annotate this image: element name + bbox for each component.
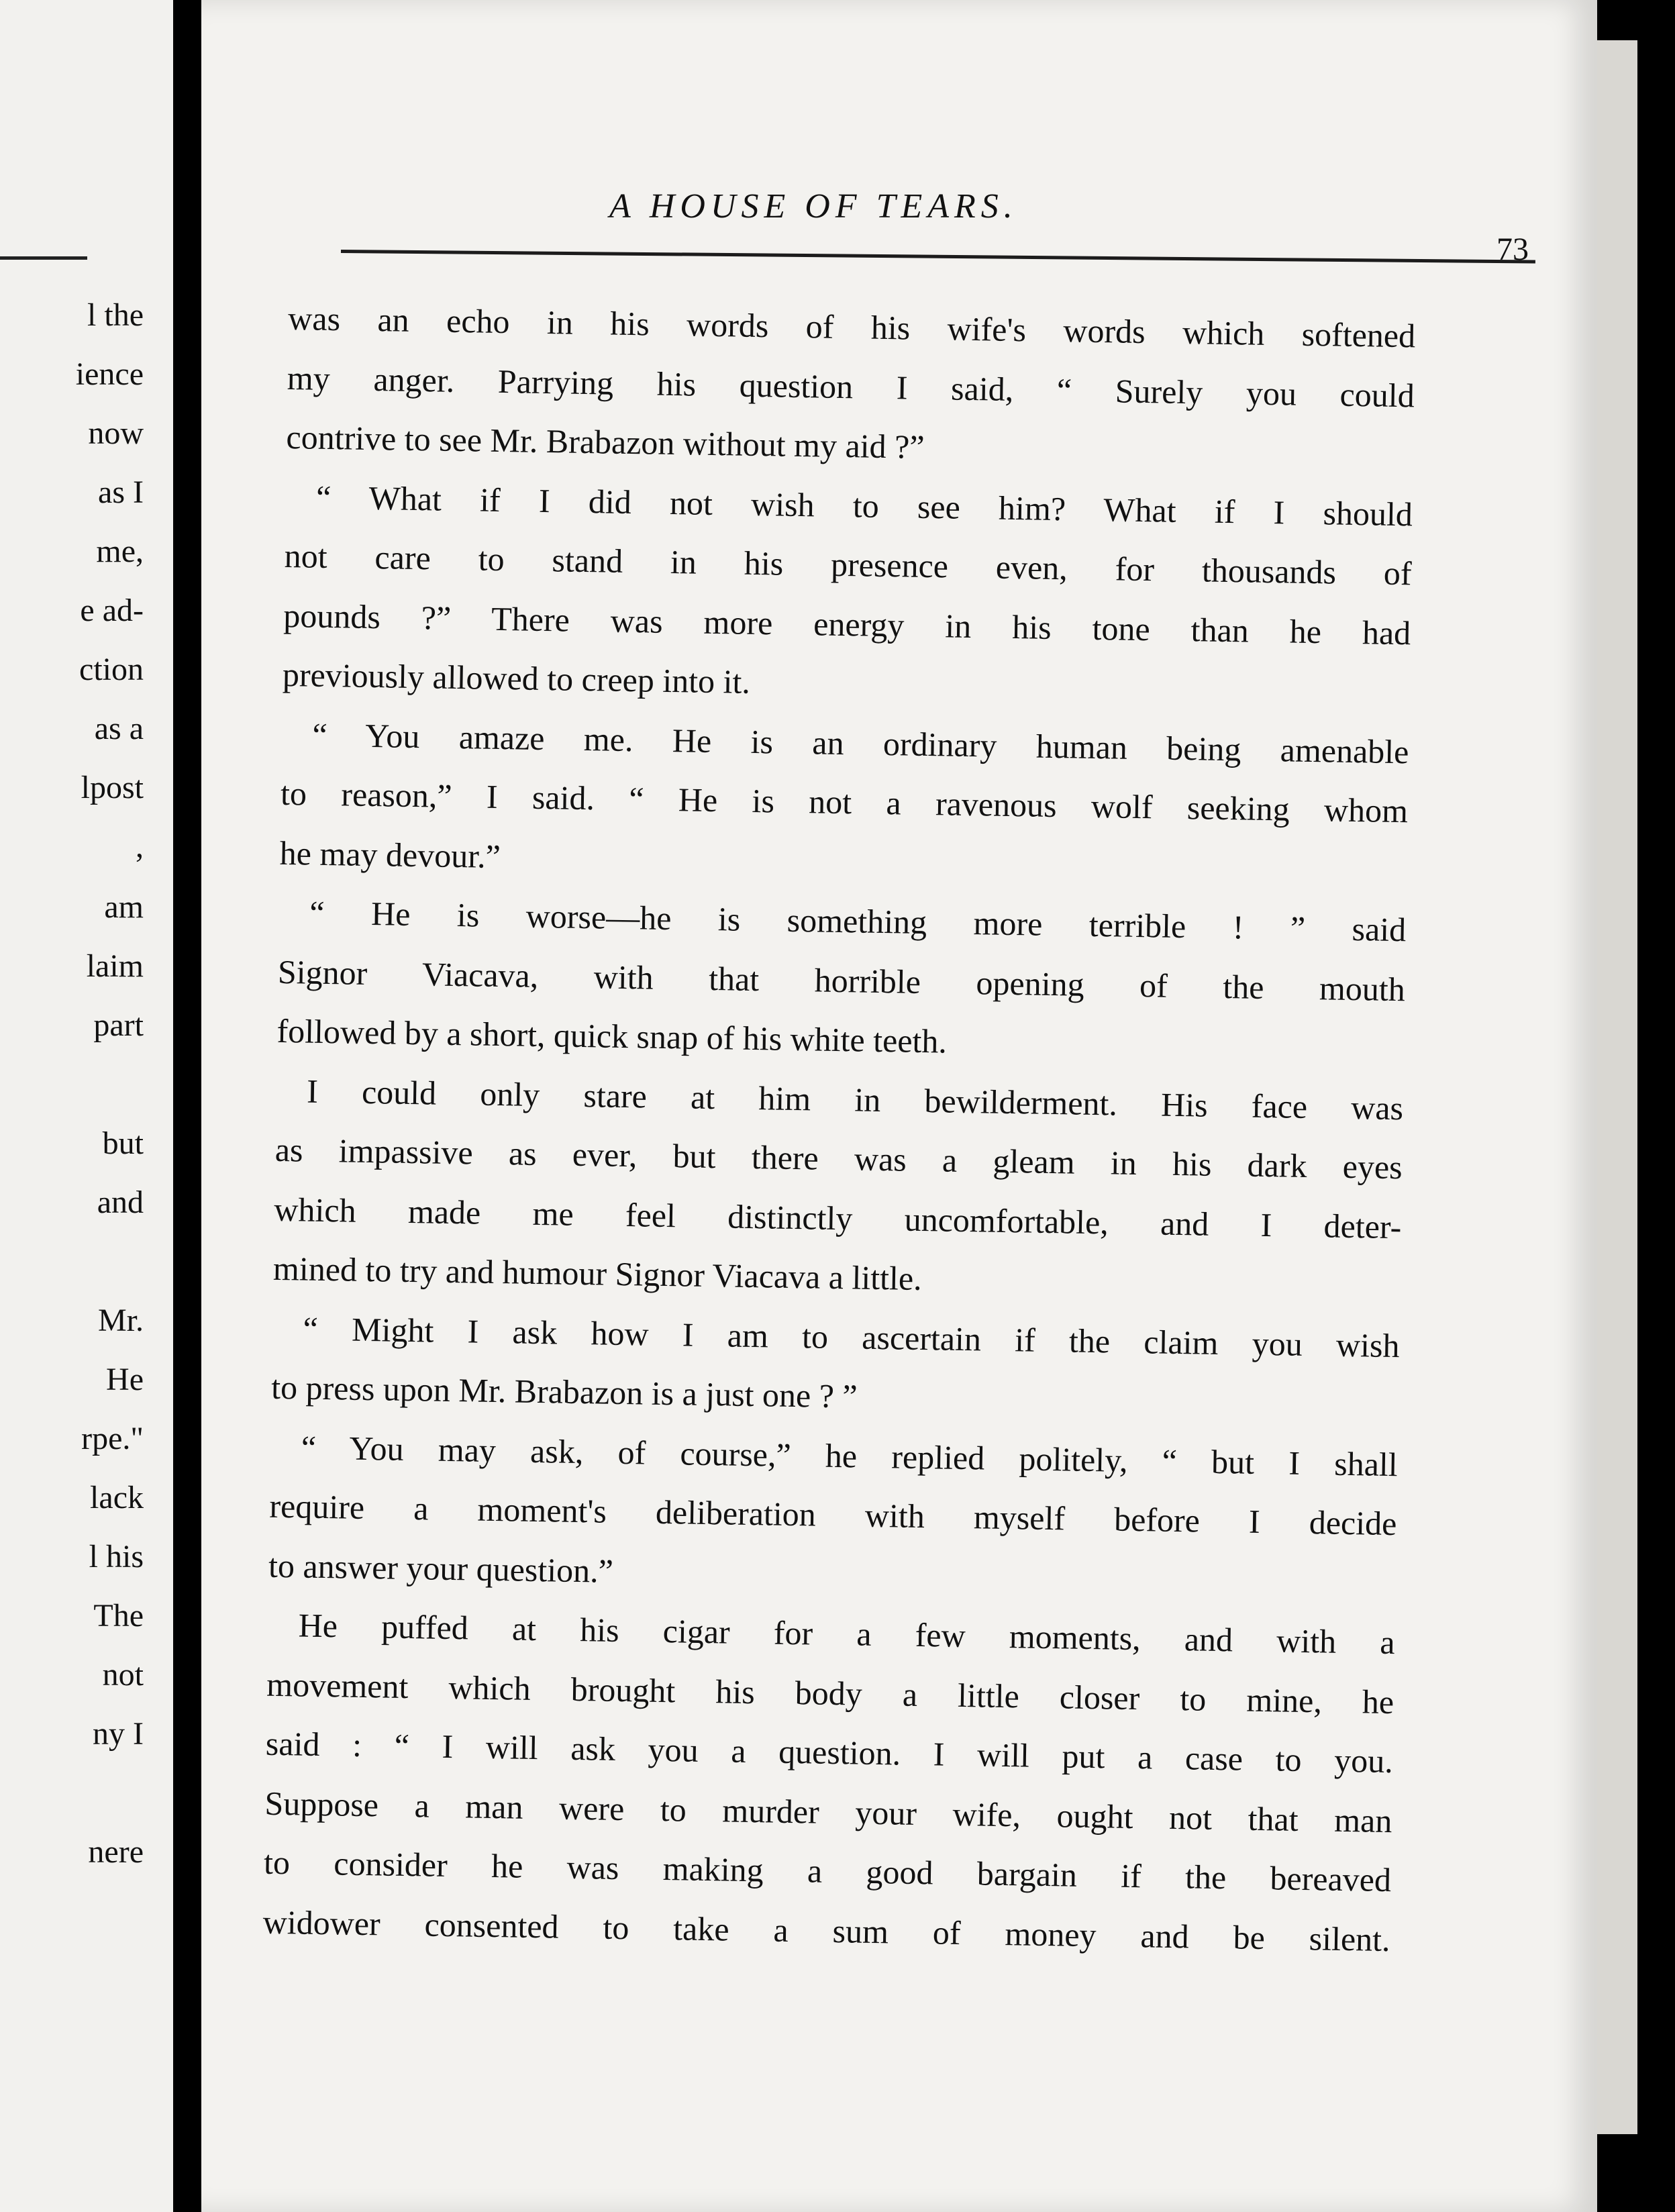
text-line: “ What if I did not wish to see him? What if I should — [315, 478, 1413, 533]
left-line-fragment: not — [102, 1657, 144, 1693]
left-line-fragment: as a — [94, 711, 144, 746]
paragraph — [271, 1298, 1401, 1434]
text-line: movement which brought his body a little closer to mine, he — [266, 1665, 1394, 1721]
text-line: he may devour.” — [279, 834, 501, 875]
text-line: not care to stand in his presence even, for thousands of — [284, 536, 1412, 593]
text-line: which made me feel distinctly uncomfortable, and I deter- — [274, 1190, 1402, 1246]
paragraph — [286, 289, 1416, 485]
left-line-fragment: ience — [75, 356, 144, 392]
paragraph — [262, 1595, 1395, 1969]
left-line-fragment: ction — [79, 652, 144, 687]
text-line: “ Might I ask how I am to ascertain if the claim you wish — [303, 1309, 1400, 1364]
text-line: said : “ I will ask you a question. I will put a case to you. — [265, 1724, 1394, 1780]
text-line: mined to try and humour Signor Viacava a little. — [272, 1249, 923, 1298]
text-line: He puffed at his cigar for a few moments, and with a — [298, 1606, 1395, 1662]
paragraph — [268, 1417, 1398, 1613]
page-edge — [1597, 40, 1637, 2134]
body-text — [262, 289, 1416, 1969]
paragraph — [282, 466, 1413, 721]
left-line-fragment: me, — [96, 534, 144, 569]
left-line-fragment: now — [88, 415, 144, 451]
left-line-fragment: lack — [90, 1480, 144, 1515]
left-line-fragment: rpe." — [81, 1421, 144, 1456]
text-line: Signor Viacava, with that horrible opening of the mouth — [277, 952, 1406, 1008]
left-line-fragment: ny I — [93, 1716, 144, 1752]
left-line-fragment: lpost — [81, 770, 144, 805]
left-line-fragment: l his — [89, 1539, 144, 1574]
left-line-fragment: e ad- — [80, 593, 144, 628]
text-line: “ He is worse—he is something more terrible ! ” said — [309, 893, 1407, 949]
left-line-fragment: nere — [88, 1834, 144, 1870]
left-line-fragment: am — [104, 889, 144, 925]
left-line-fragment: , — [136, 829, 144, 864]
text-line: contrive to see Mr. Brabazon without my aid ?” — [286, 417, 925, 466]
text-line: was an echo in his words of his wife's words which softened — [287, 299, 1416, 355]
left-line-fragment: laim — [86, 948, 144, 984]
text-line: to consider he was making a good bargain if the bereaved — [263, 1843, 1392, 1899]
left-line-fragment: part — [93, 1007, 144, 1043]
text-line: followed by a short, quick snap of his white teeth. — [276, 1011, 948, 1060]
paragraph — [272, 1060, 1403, 1315]
right-page — [201, 0, 1597, 2212]
paragraph — [276, 883, 1407, 1078]
left-line-fragment: He — [106, 1362, 144, 1397]
text-line: pounds ?” There was more energy in his tone than he had — [283, 596, 1411, 652]
text-line: widower consented to take a sum of money and be silent. — [262, 1903, 1391, 1958]
left-line-fragment: but — [102, 1125, 144, 1161]
text-line: to reason,” I said. “ He is not a ravenous wolf seeking whom — [280, 774, 1409, 830]
text-line: to press upon Mr. Brabazon is a just one ? ” — [270, 1368, 858, 1415]
text-line: to answer your question.” — [268, 1546, 614, 1590]
text-line: “ You amaze me. He is an ordinary human being amenable — [312, 715, 1409, 770]
running-head: A HOUSE OF TEARS. — [609, 187, 1018, 225]
running-head-rule — [341, 250, 1535, 264]
left-line-fragment: The — [93, 1598, 144, 1633]
text-line: require a moment's deliberation with myself before I decide — [269, 1487, 1397, 1543]
left-line-fragment: and — [97, 1185, 144, 1220]
paragraph — [279, 704, 1409, 900]
left-line-fragment: as I — [98, 474, 144, 510]
text-line: as impassive as ever, but there was a gleam in his dark eyes — [274, 1130, 1403, 1187]
left-line-fragment: Mr. — [97, 1303, 144, 1338]
text-line: previously allowed to creep into it. — [282, 655, 751, 701]
text-line: I could only stare at him in bewilderment. His face was — [306, 1072, 1404, 1127]
text-line: Suppose a man were to murder your wife, ought not that man — [264, 1784, 1392, 1840]
text-line: my anger. Parrying his question I said, “ Surely you could — [287, 358, 1415, 414]
left-page — [0, 0, 173, 2212]
page-number: 73 — [1496, 232, 1529, 267]
left-line-fragment: l the — [87, 297, 144, 333]
left-page-head-rule — [0, 256, 87, 260]
text-line: “ You may ask, of course,” he replied politely, “ but I shall — [301, 1428, 1399, 1483]
